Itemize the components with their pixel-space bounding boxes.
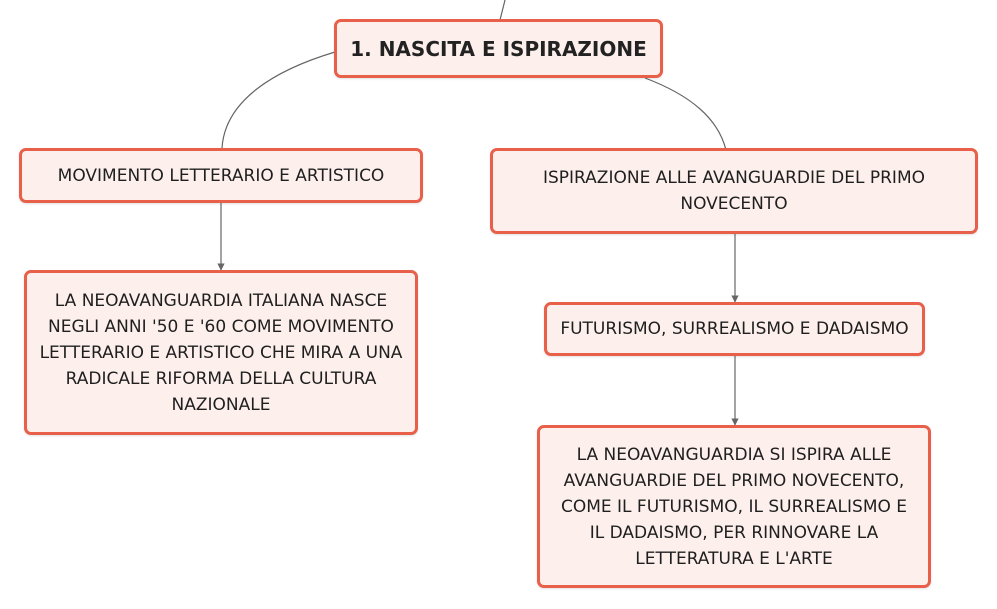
ispirazione-node[interactable] <box>490 148 978 234</box>
futurismo-node[interactable] <box>544 302 925 356</box>
title-node[interactable] <box>334 19 663 78</box>
connector-title-to-right <box>645 78 726 150</box>
futurismo-node-label: FUTURISMO, SURREALISMO E DADAISMO <box>560 319 909 339</box>
movimento-node-label: MOVIMENTO LETTERARIO E ARTISTICO <box>57 165 385 186</box>
neoavanguardia-italiana-node[interactable] <box>24 270 418 435</box>
ispirazione-node-label: ISPIRAZIONE ALLE AVANGUARDIE DEL PRIMO NOVECENTO <box>542 168 925 214</box>
connector-parent <box>500 0 505 20</box>
neoavanguardia-italiana-node-label: LA NEOAVANGUARDIA ITALIANA NASCE NEGLI ANNI '50 E '60 COME MOVIMENTO LETTERARIO E ARTISTICO CHE MIRA A UNA RADICALE RIFORMA DELLA CULTURA NAZIONALE <box>39 290 403 415</box>
neoavanguardia-ispira-node[interactable] <box>537 425 931 588</box>
title-node-label: 1. NASCITA E ISPIRAZIONE <box>350 36 647 61</box>
movimento-node[interactable] <box>19 148 423 203</box>
neoavanguardia-ispira-node-label: LA NEOAVANGUARDIA SI ISPIRA ALLE AVANGUARDIE DEL PRIMO NOVECENTO, COME IL FUTURISMO, IL SURREALISMO E IL DADAISMO, PER RINNOVARE LA LETTERATURA E L'ARTE <box>560 444 908 569</box>
connector-title-to-left <box>222 52 335 148</box>
